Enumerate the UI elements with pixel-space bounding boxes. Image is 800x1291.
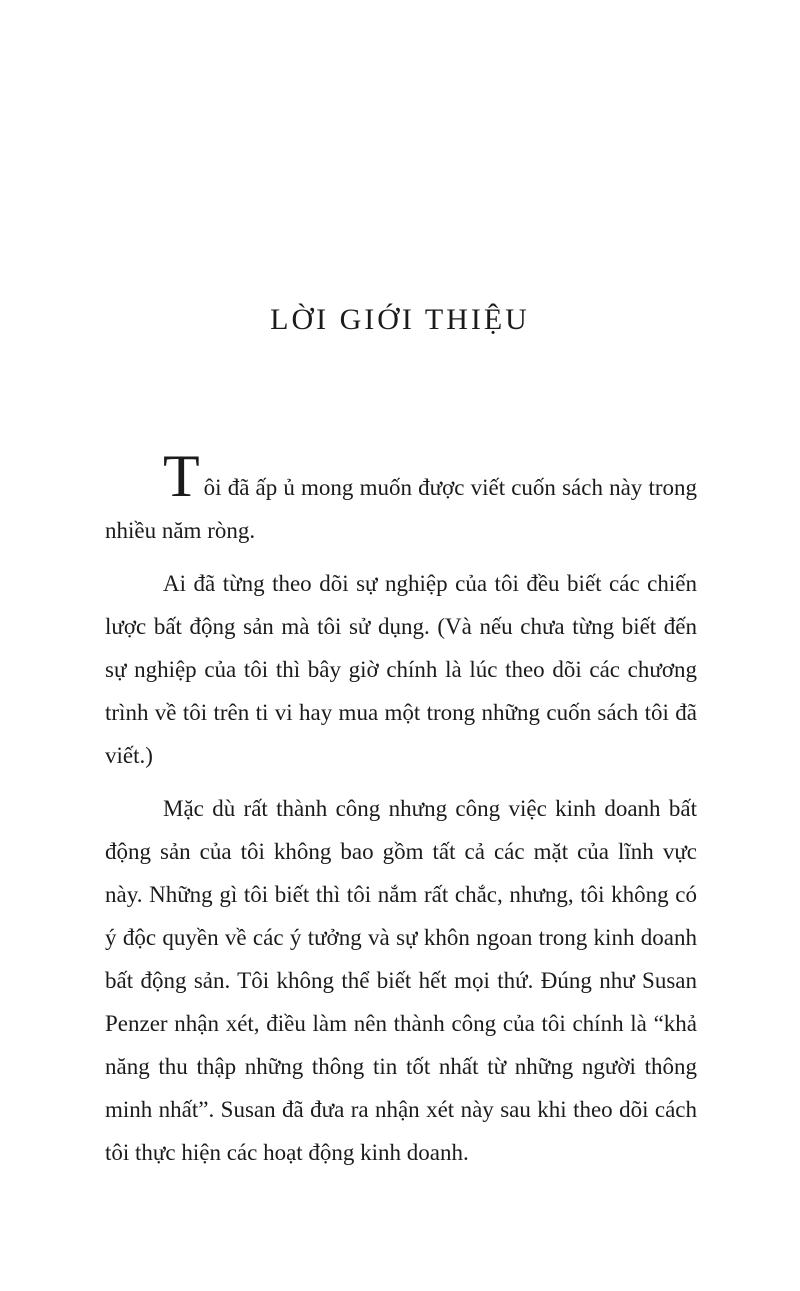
paragraph: Ai đã từng theo dõi sự nghiệp của tôi đều biết các chiến lược bất động sản mà tôi sử dụng. (Và nếu chưa từng biết đến sự nghiệp của tôi thì bây giờ chính là lúc theo dõi các chương trình về tôi trên ti vi hay mua một trong những cuốn sách tôi đã viết.) [105, 571, 697, 768]
paragraph-text: ôi đã ấp ủ mong muốn được viết cuốn sách này trong nhiều năm ròng. [105, 475, 697, 543]
page-body [105, 443, 697, 1174]
page-title: LỜI GIỚI THIỆU [270, 303, 530, 336]
paragraph: Mặc dù rất thành công nhưng công việc kinh doanh bất động sản của tôi không bao gồm tất cả các mặt của lĩnh vực này. Những gì tôi biết thì tôi nắm rất chắc, nhưng, tôi không có ý độc quyền về các ý tưởng và sự khôn ngoan trong kinh doanh bất động sản. Tôi không thể biết hết mọi thứ. Đúng như Susan Penzer nhận xét, điều làm nên thành công của tôi chính là “khả năng thu thập những thông tin tốt nhất từ những người thông minh nhất”. Susan đã đưa ra nhận xét này sau khi theo dõi cách tôi thực hiện các hoạt động kinh doanh. [105, 796, 697, 1165]
drop-cap: T [163, 443, 200, 509]
paragraph [105, 443, 697, 552]
